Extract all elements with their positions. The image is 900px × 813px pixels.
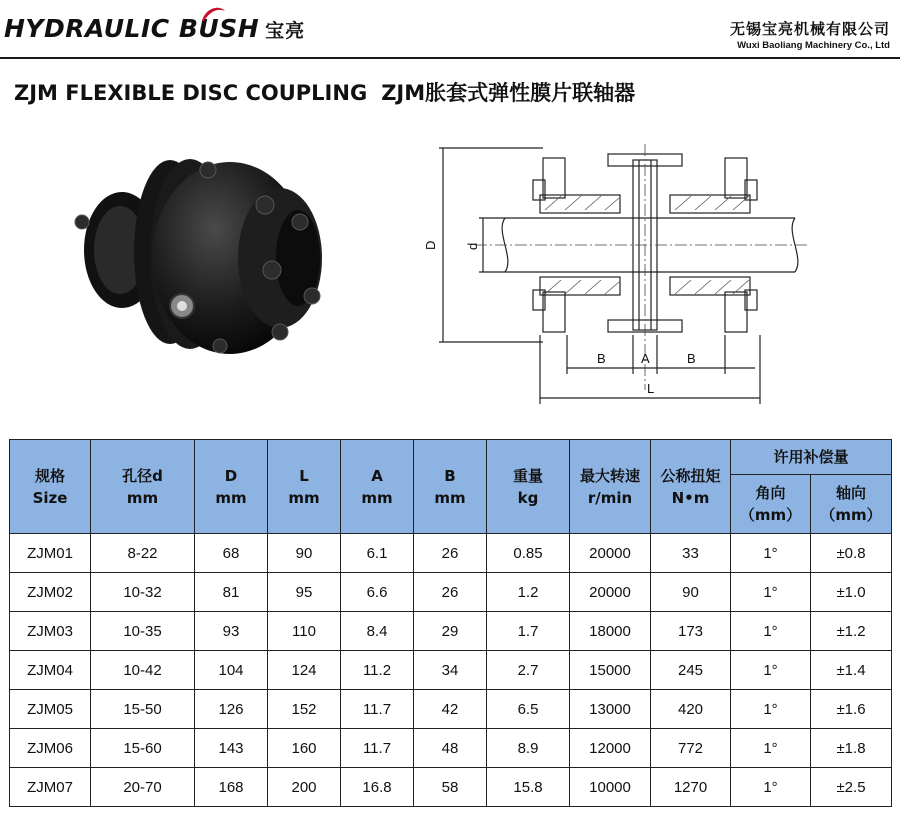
- col-header-bore: 孔径d mm: [91, 440, 195, 534]
- table-cell: 200: [268, 768, 341, 807]
- table-cell: ZJM01: [10, 534, 91, 573]
- company-name-en: Wuxi Baoliang Machinery Co., Ltd: [737, 40, 890, 51]
- table-row: [10, 651, 892, 690]
- table-cell: ±1.8: [811, 729, 892, 768]
- col-header-torque: 公称扭矩 N•m: [651, 440, 731, 534]
- company-block: [730, 18, 890, 51]
- title-en: ZJM FLEXIBLE DISC COUPLING: [14, 81, 368, 105]
- table-cell: 20-70: [91, 768, 195, 807]
- table-cell: ZJM06: [10, 729, 91, 768]
- table-cell: 48: [414, 729, 487, 768]
- table-row: [10, 612, 892, 651]
- table-cell: 1.7: [487, 612, 570, 651]
- table-cell: 29: [414, 612, 487, 651]
- table-cell: 10-35: [91, 612, 195, 651]
- table-cell: 245: [651, 651, 731, 690]
- table-cell: 168: [195, 768, 268, 807]
- page-header: [0, 0, 900, 58]
- col-header-weight: 重量 kg: [487, 440, 570, 534]
- col-header-D: D mm: [195, 440, 268, 534]
- table-cell: 772: [651, 729, 731, 768]
- brand-name: HYDRAULIC BUSH: [4, 14, 260, 43]
- table-cell: 1°: [731, 768, 811, 807]
- table-cell: ZJM05: [10, 690, 91, 729]
- table-row: [10, 768, 892, 807]
- table-cell: 1°: [731, 690, 811, 729]
- table-cell: 11.2: [341, 651, 414, 690]
- table-cell: 11.7: [341, 729, 414, 768]
- table-cell: 1270: [651, 768, 731, 807]
- table-cell: 143: [195, 729, 268, 768]
- col-header-L: L mm: [268, 440, 341, 534]
- dim-label-d: d: [465, 242, 480, 250]
- header-divider: [0, 57, 900, 59]
- table-cell: 6.5: [487, 690, 570, 729]
- table-cell: 0.85: [487, 534, 570, 573]
- table-row: [10, 729, 892, 768]
- coupling-photo: [60, 150, 340, 370]
- table-cell: 1°: [731, 612, 811, 651]
- table-cell: 6.1: [341, 534, 414, 573]
- table-cell: 1°: [731, 651, 811, 690]
- table-cell: 2.7: [487, 651, 570, 690]
- table-row: [10, 573, 892, 612]
- table-cell: 11.7: [341, 690, 414, 729]
- table-cell: 15-50: [91, 690, 195, 729]
- table-cell: 93: [195, 612, 268, 651]
- brand-swoosh-icon: [198, 3, 228, 25]
- table-cell: 16.8: [341, 768, 414, 807]
- table-cell: ZJM02: [10, 573, 91, 612]
- table-cell: 12000: [570, 729, 651, 768]
- table-cell: 15-60: [91, 729, 195, 768]
- table-cell: 81: [195, 573, 268, 612]
- dim-label-B-right: B: [687, 351, 696, 366]
- table-cell: 104: [195, 651, 268, 690]
- col-header-angular: 角向 （mm）: [731, 475, 811, 534]
- table-cell: 420: [651, 690, 731, 729]
- table-header-row: [10, 440, 892, 475]
- table-cell: 160: [268, 729, 341, 768]
- table-cell: 8.9: [487, 729, 570, 768]
- table-cell: 18000: [570, 612, 651, 651]
- table-cell: 68: [195, 534, 268, 573]
- table-cell: 13000: [570, 690, 651, 729]
- table-cell: 15000: [570, 651, 651, 690]
- coupling-drawing: [415, 140, 815, 415]
- table-cell: 1.2: [487, 573, 570, 612]
- table-cell: ZJM07: [10, 768, 91, 807]
- table-cell: 58: [414, 768, 487, 807]
- dim-label-B-left: B: [597, 351, 606, 366]
- table-cell: 15.8: [487, 768, 570, 807]
- col-header-A: A mm: [341, 440, 414, 534]
- table-cell: 6.6: [341, 573, 414, 612]
- table-cell: 90: [268, 534, 341, 573]
- table-cell: 33: [651, 534, 731, 573]
- col-header-size: 规格 Size: [10, 440, 91, 534]
- col-header-compensation: 许用补偿量: [731, 440, 892, 475]
- table-cell: 126: [195, 690, 268, 729]
- table-cell: 1°: [731, 729, 811, 768]
- dim-label-A: A: [641, 351, 650, 366]
- table-cell: 26: [414, 573, 487, 612]
- table-cell: 10-32: [91, 573, 195, 612]
- table-cell: 10000: [570, 768, 651, 807]
- table-cell: 42: [414, 690, 487, 729]
- col-header-B: B mm: [414, 440, 487, 534]
- col-header-speed: 最大转速 r/min: [570, 440, 651, 534]
- table-cell: 8.4: [341, 612, 414, 651]
- table-cell: ±1.0: [811, 573, 892, 612]
- col-header-axial: 轴向 （mm）: [811, 475, 892, 534]
- table-cell: 110: [268, 612, 341, 651]
- table-cell: 152: [268, 690, 341, 729]
- table-cell: 20000: [570, 573, 651, 612]
- spec-table: [9, 439, 892, 807]
- table-cell: ZJM04: [10, 651, 91, 690]
- dim-label-D: D: [423, 240, 438, 250]
- table-cell: ±1.4: [811, 651, 892, 690]
- table-cell: 95: [268, 573, 341, 612]
- table-cell: ±1.6: [811, 690, 892, 729]
- title-cn: ZJM胀套式弹性膜片联轴器: [381, 81, 636, 105]
- brand-name-cn: 宝亮: [265, 20, 306, 42]
- table-cell: ZJM03: [10, 612, 91, 651]
- table-cell: 124: [268, 651, 341, 690]
- table-cell: 1°: [731, 573, 811, 612]
- table-cell: 20000: [570, 534, 651, 573]
- table-body: [10, 534, 892, 807]
- table-cell: 173: [651, 612, 731, 651]
- table-cell: ±2.5: [811, 768, 892, 807]
- table-row: [10, 690, 892, 729]
- brand-logo: [4, 14, 305, 43]
- table-cell: 1°: [731, 534, 811, 573]
- dim-label-L: L: [647, 381, 655, 396]
- table-cell: 10-42: [91, 651, 195, 690]
- table-cell: 34: [414, 651, 487, 690]
- table-cell: 8-22: [91, 534, 195, 573]
- table-cell: ±1.2: [811, 612, 892, 651]
- table-cell: 26: [414, 534, 487, 573]
- table-row: [10, 534, 892, 573]
- page-title: [14, 77, 635, 107]
- company-name-cn: 无锡宝亮机械有限公司: [729, 20, 890, 38]
- table-cell: ±0.8: [811, 534, 892, 573]
- table-cell: 90: [651, 573, 731, 612]
